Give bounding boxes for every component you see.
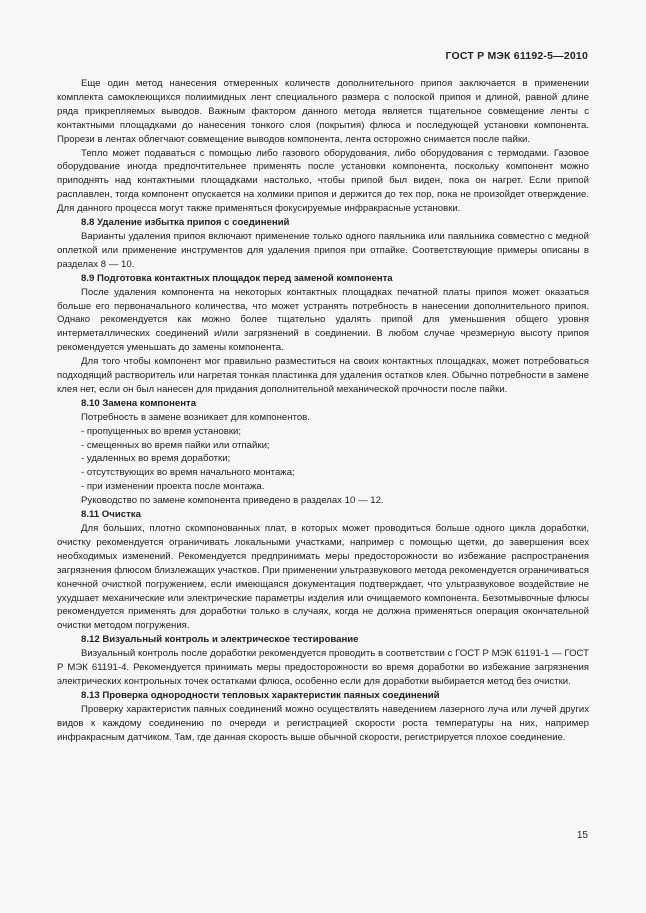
paragraph: Проверку характеристик паяных соединений можно осуществлять наведением лазерного луча или лучей других видов к каждому соединению по очереди и регистрацией скорости роста температуры на них, например инфракрасным датчиком. Там, где данная скорость выше обычной скорости, регистрируется плохое соединение.: [57, 703, 589, 743]
paragraph: После удаления компонента на некоторых контактных площадках печатной платы припоя может оказаться больше его первоначального количества, что может устранять потребность в нанесении дополнительного припоя. Однако рекомендуется как можно более тщательно удалять припой для уменьшения общего уровня интерметаллических соединений и/или загрязнений в соединении. В любом случае чрезмерную высоту припоя рекомендуется уменьшать до замены компонента.: [57, 286, 589, 354]
section-heading: 8.12 Визуальный контроль и электрическое тестирование: [81, 634, 359, 646]
section-heading: 8.10 Замена компонента: [81, 397, 197, 409]
paragraph: Руководство по замене компонента приведено в разделах 10 — 12.: [81, 495, 384, 507]
list-item: - смещенных во время пайки или отпайки;: [81, 439, 270, 451]
section-heading: 8.9 Подготовка контактных площадок перед заменой компонента: [81, 272, 393, 284]
page-number: 15: [576, 830, 588, 841]
section-heading: 8.8 Удаление избытка припоя с соединений: [81, 217, 290, 229]
paragraph: Визуальный контроль после доработки рекомендуется проводить в соответствии с ГОСТ Р МЭК 61191-1 — ГОСТ Р МЭК 61191-4. Рекомендуется принимать меры предосторожности во время доработки во избежание загрязнения электрических контрольных точек остатками флюса, особенно если для доработки выбирается метод без очистки.: [57, 648, 589, 687]
document-header: ГОСТ Р МЭК 61192-5—2010: [445, 50, 588, 62]
paragraph: Потребность в замене возникает для компонентов.: [81, 411, 310, 423]
list-item: - отсутствующих во время начального монтажа;: [81, 467, 295, 479]
section-heading: 8.11 Очистка: [81, 509, 141, 521]
paragraph: Тепло может подаваться с помощью либо газового оборудования, либо оборудования с термодами. Газовое оборудование иногда предпочтительнее применять после установки компонента, поскольку компонент можно приподнять над контактными площадками настолько, чтобы припой был виден, пока он нагрет. Если припой расплавлен, тогда компонент опускается на холмики припоя и держится до тех пор, пока не произойдет отверждение. Для данного процесса могут также применяться фокусируемые инфракрасные установки.: [57, 147, 589, 215]
paragraph: Еще один метод нанесения отмеренных количеств дополнительного припоя заключается в применении комплекта самоклеющихся полиимидных лент специального размера с полоской припоя и длиной, равной длине ряда прикрепляемых выводов. Важным фактором данного метода является тщательное совмещение ленты с контактными площадками до нанесения тонкого слоя (покрытия) флюса и последующей установки компонента. Прорези в лентах облегчают совмещение выводов компонента, лента осторожно снимается после пайки.: [57, 78, 589, 145]
paragraph: Для больших, плотно скомпонованных плат, в которых может проводиться больше одного цикла доработки, очистку рекомендуется ограничивать локальными участками, например с помощью щетки, до завершения всех необходимых изменений. Рекомендуется предпринимать меры предосторожности во избежание распространения загрязнения флюсом близлежащих участков. При применении ультразвукового метода рекомендуется ограничиваться конечной очисткой погружением, если имеющаяся документация подтверждает, что ультразвуковое воздействие не ухудшает механические или электрические параметры изделия или очищаемого компонента. Безотмывочные флюсы рекомендуется применять для доработки только в случаях, когда не должна применяться операция окончательной очистки методом погружения.: [57, 523, 589, 632]
section-heading: 8.13 Проверка однородности тепловых характеристик паяных соединений: [81, 689, 440, 701]
paragraph: Варианты удаления припоя включают применение только одного паяльника или паяльника совместно с медной оплеткой или применение инструментов для удаления припоя при отпайке. Соответствующие примеры описаны в разделах 8 — 10.: [57, 230, 589, 270]
paragraph: Для того чтобы компонент мог правильно разместиться на своих контактных площадках, может потребоваться подходящий растворитель или нагретая тонкая пластинка для удаления остатков клея. Обычно потребности в замене клея нет, если он был нанесен для придания дополнительной механической прочности после пайки.: [57, 356, 589, 395]
list-item: - удаленных во время доработки;: [81, 453, 231, 465]
document-body: [57, 77, 589, 745]
list-item: - при изменении проекта после монтажа.: [81, 481, 265, 493]
list-item: - пропущенных во время установки;: [81, 425, 242, 437]
